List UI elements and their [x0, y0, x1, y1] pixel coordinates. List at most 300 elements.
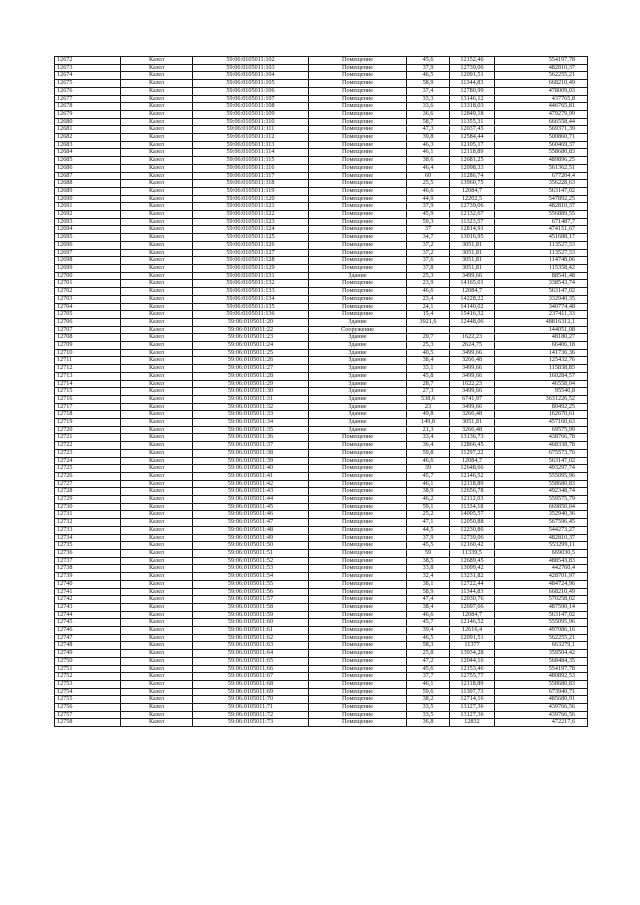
object-type-cell: Помещение	[309, 164, 407, 172]
locality-cell: Казел	[121, 172, 193, 180]
area-cell: 46,2	[407, 496, 450, 504]
object-type-cell: Помещение	[309, 557, 407, 565]
area-cell: 28,7	[407, 380, 450, 388]
cadastral-number-cell: 59:06:0105011:27	[193, 365, 309, 373]
area-cell: 38,5	[407, 557, 450, 565]
locality-cell: Казел	[121, 665, 193, 673]
object-type-cell: Помещение	[309, 95, 407, 103]
object-type-cell: Здание	[309, 342, 407, 350]
object-type-cell: Помещение	[309, 573, 407, 581]
specific-value-cell: 13146,12	[450, 95, 495, 103]
specific-value-cell: 12146,52	[450, 472, 495, 480]
area-cell: 59,3	[407, 218, 450, 226]
table-row	[55, 511, 588, 519]
locality-cell: Казел	[121, 395, 193, 403]
table-row	[55, 680, 588, 688]
cadastral-number-cell: 59:06:0105011:103	[193, 64, 309, 72]
row-number-cell: 12681	[55, 126, 121, 134]
row-number-cell: 12751	[55, 665, 121, 673]
cadastral-value-cell: 141736,36	[495, 349, 588, 357]
area-cell: 25,2	[407, 511, 450, 519]
cadastral-number-cell: 59:06:0105011:129	[193, 264, 309, 272]
object-type-cell: Здание	[309, 349, 407, 357]
row-number-cell: 12706	[55, 318, 121, 326]
locality-cell: Казел	[121, 64, 193, 72]
area-cell: 149,8	[407, 419, 450, 427]
row-number-cell: 12683	[55, 141, 121, 149]
area-cell: 59,1	[407, 503, 450, 511]
area-cell: 46,1	[407, 680, 450, 688]
table-row	[55, 380, 588, 388]
row-number-cell: 12725	[55, 465, 121, 473]
area-cell: 33,5	[407, 711, 450, 719]
table-row	[55, 365, 588, 373]
locality-cell: Казел	[121, 372, 193, 380]
cadastral-number-cell: 59:06:0105011:45	[193, 503, 309, 511]
table-row	[55, 180, 588, 188]
object-type-cell: Помещение	[309, 680, 407, 688]
row-number-cell: 12684	[55, 149, 121, 157]
specific-value-cell: 12084,7	[450, 187, 495, 195]
specific-value-cell: 12098,33	[450, 164, 495, 172]
locality-cell: Казел	[121, 696, 193, 704]
locality-cell: Казел	[121, 103, 193, 111]
area-cell: 33,1	[407, 365, 450, 373]
specific-value-cell: 12084,7	[450, 611, 495, 619]
locality-cell: Казел	[121, 719, 193, 727]
locality-cell: Казел	[121, 342, 193, 350]
table-row	[55, 596, 588, 604]
table-row	[55, 303, 588, 311]
cadastral-value-cell: 80492,25	[495, 403, 588, 411]
cadastral-number-cell: 59:06:0105011:52	[193, 557, 309, 565]
area-cell: 37,6	[407, 257, 450, 265]
table-row	[55, 426, 588, 434]
table-row	[55, 642, 588, 650]
object-type-cell: Помещение	[309, 218, 407, 226]
table-row	[55, 110, 588, 118]
specific-value-cell	[450, 326, 495, 334]
locality-cell: Казел	[121, 80, 193, 88]
locality-cell: Казел	[121, 488, 193, 496]
object-type-cell: Помещение	[309, 226, 407, 234]
table-row	[55, 711, 588, 719]
object-type-cell: Помещение	[309, 696, 407, 704]
object-type-cell: Здание	[309, 372, 407, 380]
row-number-cell: 12686	[55, 164, 121, 172]
row-number-cell: 12687	[55, 172, 121, 180]
row-number-cell: 12729	[55, 496, 121, 504]
cadastral-number-cell: 59:06:0105011:67	[193, 673, 309, 681]
table-row	[55, 234, 588, 242]
area-cell: 47,4	[407, 596, 450, 604]
cadastral-value-cell: 352940,36	[495, 511, 588, 519]
cadastral-number-cell: 59:06:0105011:65	[193, 657, 309, 665]
row-number-cell: 12738	[55, 565, 121, 573]
object-type-cell: Помещение	[309, 72, 407, 80]
specific-value-cell: 6741,97	[450, 395, 495, 403]
specific-value-cell: 12656,78	[450, 488, 495, 496]
object-type-cell: Здание	[309, 411, 407, 419]
area-cell: 36,4	[407, 442, 450, 450]
table-row	[55, 542, 588, 550]
cadastral-value-cell: 485680,91	[495, 696, 588, 704]
table-row	[55, 611, 588, 619]
area-cell: 37,9	[407, 203, 450, 211]
cadastral-value-cell: 668210,49	[495, 80, 588, 88]
cadastral-value-cell: 113527,33	[495, 249, 588, 257]
specific-value-cell: 12132,67	[450, 211, 495, 219]
cadastral-value-cell: 113527,33	[495, 241, 588, 249]
cadastral-value-cell: 555095,96	[495, 472, 588, 480]
cadastral-number-cell: 59:06:0105011:47	[193, 519, 309, 527]
row-number-cell: 12697	[55, 249, 121, 257]
object-type-cell: Помещение	[309, 118, 407, 126]
row-number-cell: 12693	[55, 218, 121, 226]
table-row	[55, 472, 588, 480]
cadastral-number-cell: 59:06:0105011:48	[193, 526, 309, 534]
locality-cell: Казел	[121, 110, 193, 118]
area-cell: 49,8	[407, 411, 450, 419]
cadastral-number-cell: 59:06:0105011:41	[193, 472, 309, 480]
row-number-cell: 12688	[55, 180, 121, 188]
cadastral-value-cell: 88541,48	[495, 272, 588, 280]
specific-value-cell: 3266,48	[450, 357, 495, 365]
table-row	[55, 704, 588, 712]
area-cell: 46,1	[407, 480, 450, 488]
object-type-cell: Помещение	[309, 519, 407, 527]
row-number-cell: 12746	[55, 627, 121, 635]
table-row	[55, 650, 588, 658]
cadastral-value-cell: 442760,4	[495, 565, 588, 573]
cadastral-number-cell: 59:06:0105011:119	[193, 187, 309, 195]
specific-value-cell: 12866,45	[450, 442, 495, 450]
area-cell: 39	[407, 465, 450, 473]
specific-value-cell: 3051,81	[450, 241, 495, 249]
cadastral-number-cell: 59:06:0105011:25	[193, 349, 309, 357]
table-row	[55, 326, 588, 334]
object-type-cell: Помещение	[309, 472, 407, 480]
cadastral-value-cell: 451688,17	[495, 234, 588, 242]
cadastral-value-cell: 428701,97	[495, 573, 588, 581]
row-number-cell: 12734	[55, 534, 121, 542]
object-type-cell: Помещение	[309, 657, 407, 665]
row-number-cell: 12741	[55, 588, 121, 596]
locality-cell: Казел	[121, 526, 193, 534]
cadastral-value-cell: 488543,83	[495, 557, 588, 565]
area-cell: 37,7	[407, 673, 450, 681]
cadastral-value-cell: 3631226,52	[495, 395, 588, 403]
object-type-cell: Помещение	[309, 511, 407, 519]
locality-cell: Казел	[121, 534, 193, 542]
table-row	[55, 372, 588, 380]
area-cell: 60	[407, 172, 450, 180]
specific-value-cell: 12202,5	[450, 195, 495, 203]
cadastral-value-table	[54, 56, 588, 727]
specific-value-cell: 12153,46	[450, 665, 495, 673]
specific-value-cell: 12118,89	[450, 149, 495, 157]
area-cell: 32,4	[407, 573, 450, 581]
cadastral-value-cell: 563147,02	[495, 457, 588, 465]
cadastral-number-cell: 59:06:0105011:22	[193, 326, 309, 334]
specific-value-cell: 12689,45	[450, 557, 495, 565]
cadastral-number-cell: 59:06:0105011:59	[193, 611, 309, 619]
table-row	[55, 118, 588, 126]
cadastral-value-cell: 482810,37	[495, 534, 588, 542]
cadastral-number-cell: 59:06:0105011:107	[193, 95, 309, 103]
area-cell: 46,6	[407, 611, 450, 619]
object-type-cell: Здание	[309, 388, 407, 396]
specific-value-cell: 12755,77	[450, 673, 495, 681]
locality-cell: Казел	[121, 580, 193, 588]
table-row	[55, 557, 588, 565]
locality-cell: Казел	[121, 264, 193, 272]
specific-value-cell: 12739,06	[450, 64, 495, 72]
object-type-cell: Помещение	[309, 195, 407, 203]
locality-cell: Казел	[121, 365, 193, 373]
specific-value-cell: 3051,81	[450, 249, 495, 257]
row-number-cell: 12740	[55, 580, 121, 588]
locality-cell: Казел	[121, 449, 193, 457]
specific-value-cell: 13016,95	[450, 234, 495, 242]
cadastral-value-cell: 457160,63	[495, 419, 588, 427]
cadastral-number-cell: 59:06:0105011:111	[193, 126, 309, 134]
area-cell: 37,2	[407, 241, 450, 249]
locality-cell: Казел	[121, 87, 193, 95]
specific-value-cell: 3499,66	[450, 372, 495, 380]
table-row	[55, 442, 588, 450]
specific-value-cell: 12105,17	[450, 141, 495, 149]
table-row	[55, 634, 588, 642]
specific-value-cell: 14165,01	[450, 280, 495, 288]
row-number-cell: 12675	[55, 80, 121, 88]
cadastral-value-cell: 95540,8	[495, 388, 588, 396]
cadastral-value-cell: 497086,16	[495, 627, 588, 635]
row-number-cell: 12737	[55, 557, 121, 565]
cadastral-value-cell: 439766,56	[495, 704, 588, 712]
cadastral-number-cell: 59:06:0105011:42	[193, 480, 309, 488]
row-number-cell: 12679	[55, 110, 121, 118]
specific-value-cell: 11377	[450, 642, 495, 650]
object-type-cell: Помещение	[309, 442, 407, 450]
cadastral-value-cell: 560469,37	[495, 141, 588, 149]
cadastral-value-cell: 555095,96	[495, 619, 588, 627]
locality-cell: Казел	[121, 195, 193, 203]
object-type-cell: Помещение	[309, 249, 407, 257]
table-row	[55, 434, 588, 442]
table-row	[55, 141, 588, 149]
table-row	[55, 534, 588, 542]
row-number-cell: 12677	[55, 95, 121, 103]
cadastral-number-cell: 59:06:0105011:102	[193, 57, 309, 65]
cadastral-number-cell: 59:06:0105011:43	[193, 488, 309, 496]
row-number-cell: 12745	[55, 619, 121, 627]
locality-cell: Казел	[121, 157, 193, 165]
locality-cell: Казел	[121, 288, 193, 296]
cadastral-value-cell: 48180,27	[495, 334, 588, 342]
cadastral-value-cell: 562255,21	[495, 634, 588, 642]
locality-cell: Казел	[121, 496, 193, 504]
row-number-cell: 12715	[55, 388, 121, 396]
cadastral-number-cell: 59:06:0105011:127	[193, 249, 309, 257]
locality-cell: Казел	[121, 627, 193, 635]
table-row	[55, 64, 588, 72]
locality-cell: Казел	[121, 419, 193, 427]
table-row	[55, 519, 588, 527]
object-type-cell: Здание	[309, 419, 407, 427]
area-cell: 44,9	[407, 195, 450, 203]
area-cell: 25,3	[407, 342, 450, 350]
cadastral-value-cell: 673940,71	[495, 688, 588, 696]
area-cell: 38,4	[407, 357, 450, 365]
table-row	[55, 503, 588, 511]
row-number-cell: 12709	[55, 342, 121, 350]
locality-cell: Казел	[121, 187, 193, 195]
area-cell: 38,9	[407, 488, 450, 496]
cadastral-number-cell: 59:06:0105011:118	[193, 180, 309, 188]
row-number-cell: 12733	[55, 526, 121, 534]
specific-value-cell: 12739,06	[450, 203, 495, 211]
area-cell: 38,4	[407, 603, 450, 611]
cadastral-number-cell: 59:06:0105011:109	[193, 110, 309, 118]
table-row	[55, 357, 588, 365]
specific-value-cell: 11355,31	[450, 118, 495, 126]
locality-cell: Казел	[121, 57, 193, 65]
area-cell: 58,7	[407, 118, 450, 126]
area-cell: 47,2	[407, 657, 450, 665]
cadastral-value-cell: 468338,78	[495, 442, 588, 450]
row-number-cell: 12720	[55, 426, 121, 434]
row-number-cell: 12724	[55, 457, 121, 465]
cadastral-number-cell: 59:06:0105011:35	[193, 426, 309, 434]
specific-value-cell: 15416,32	[450, 311, 495, 319]
cadastral-value-cell: 675573,76	[495, 449, 588, 457]
locality-cell: Казел	[121, 603, 193, 611]
object-type-cell: Помещение	[309, 134, 407, 142]
object-type-cell: Помещение	[309, 688, 407, 696]
area-cell: 24,1	[407, 303, 450, 311]
cadastral-number-cell: 59:06:0105011:108	[193, 103, 309, 111]
cadastral-number-cell: 59:06:0105011:115	[193, 157, 309, 165]
table-row	[55, 80, 588, 88]
cadastral-number-cell: 59:06:0105011:61	[193, 627, 309, 635]
locality-cell: Казел	[121, 611, 193, 619]
object-type-cell: Помещение	[309, 704, 407, 712]
table-row	[55, 573, 588, 581]
table-row	[55, 588, 588, 596]
area-cell: 23	[407, 403, 450, 411]
locality-cell: Казел	[121, 380, 193, 388]
cadastral-number-cell: 59:06:0105011:32	[193, 403, 309, 411]
specific-value-cell: 13136,73	[450, 434, 495, 442]
area-cell: 15,4	[407, 311, 450, 319]
row-number-cell: 12691	[55, 203, 121, 211]
locality-cell: Казел	[121, 557, 193, 565]
object-type-cell: Помещение	[309, 288, 407, 296]
cadastral-number-cell: 59:06:0105011:124	[193, 226, 309, 234]
cadastral-number-cell: 59:06:0105011:37	[193, 442, 309, 450]
table-row	[55, 696, 588, 704]
cadastral-value-cell: 479279,99	[495, 110, 588, 118]
specific-value-cell: 12030,76	[450, 596, 495, 604]
table-row	[55, 157, 588, 165]
row-number-cell: 12690	[55, 195, 121, 203]
object-type-cell: Помещение	[309, 480, 407, 488]
table-row	[55, 57, 588, 65]
object-type-cell: Помещение	[309, 488, 407, 496]
locality-cell: Казел	[121, 542, 193, 550]
cadastral-value-cell: 663279,1	[495, 642, 588, 650]
cadastral-number-cell: 59:06:0105011:128	[193, 257, 309, 265]
locality-cell: Казел	[121, 149, 193, 157]
cadastral-number-cell: 59:06:0105011:116	[193, 164, 309, 172]
cadastral-number-cell: 59:06:0105011:110	[193, 118, 309, 126]
cadastral-value-cell: 125432,76	[495, 357, 588, 365]
specific-value-cell: 12722,44	[450, 580, 495, 588]
object-type-cell: Помещение	[309, 172, 407, 180]
table-row	[55, 673, 588, 681]
object-type-cell: Помещение	[309, 157, 407, 165]
cadastral-value-cell: 563147,02	[495, 288, 588, 296]
cadastral-value-cell: 677204,4	[495, 172, 588, 180]
table-row	[55, 419, 588, 427]
cadastral-number-cell: 59:06:0105011:39	[193, 457, 309, 465]
specific-value-cell: 3499,66	[450, 388, 495, 396]
area-cell: 39,4	[407, 627, 450, 635]
table-row	[55, 103, 588, 111]
cadastral-number-cell: 59:06:0105011:105	[193, 80, 309, 88]
area-cell: 3921,6	[407, 318, 450, 326]
table-row	[55, 226, 588, 234]
table-row	[55, 349, 588, 357]
row-number-cell: 12716	[55, 395, 121, 403]
object-type-cell: Помещение	[309, 542, 407, 550]
object-type-cell: Помещение	[309, 257, 407, 265]
locality-cell: Казел	[121, 511, 193, 519]
cadastral-value-cell: 563147,02	[495, 611, 588, 619]
table-row	[55, 280, 588, 288]
row-number-cell: 12714	[55, 380, 121, 388]
object-type-cell: Здание	[309, 334, 407, 342]
object-type-cell: Помещение	[309, 588, 407, 596]
object-type-cell: Помещение	[309, 457, 407, 465]
locality-cell: Казел	[121, 218, 193, 226]
locality-cell: Казел	[121, 95, 193, 103]
row-number-cell: 12710	[55, 349, 121, 357]
table-row	[55, 203, 588, 211]
cadastral-value-cell: 669030,5	[495, 550, 588, 558]
specific-value-cell: 12739,06	[450, 534, 495, 542]
cadastral-number-cell: 59:06:0105011:29	[193, 380, 309, 388]
cadastral-number-cell: 59:06:0105011:58	[193, 603, 309, 611]
area-cell: 34,7	[407, 234, 450, 242]
cadastral-number-cell: 59:06:0105011:135	[193, 303, 309, 311]
locality-cell: Казел	[121, 634, 193, 642]
locality-cell: Казел	[121, 457, 193, 465]
row-number-cell: 12743	[55, 603, 121, 611]
specific-value-cell: 12152,46	[450, 57, 495, 65]
cadastral-number-cell: 59:06:0105011:23	[193, 334, 309, 342]
row-number-cell: 12732	[55, 519, 121, 527]
object-type-cell: Помещение	[309, 665, 407, 673]
cadastral-number-cell: 59:06:0105011:73	[193, 719, 309, 727]
cadastral-number-cell: 59:06:0105011:38	[193, 449, 309, 457]
locality-cell: Казел	[121, 303, 193, 311]
cadastral-value-cell: 46558,04	[495, 380, 588, 388]
cadastral-value-cell: 482810,37	[495, 203, 588, 211]
row-number-cell: 12750	[55, 657, 121, 665]
object-type-cell: Помещение	[309, 311, 407, 319]
